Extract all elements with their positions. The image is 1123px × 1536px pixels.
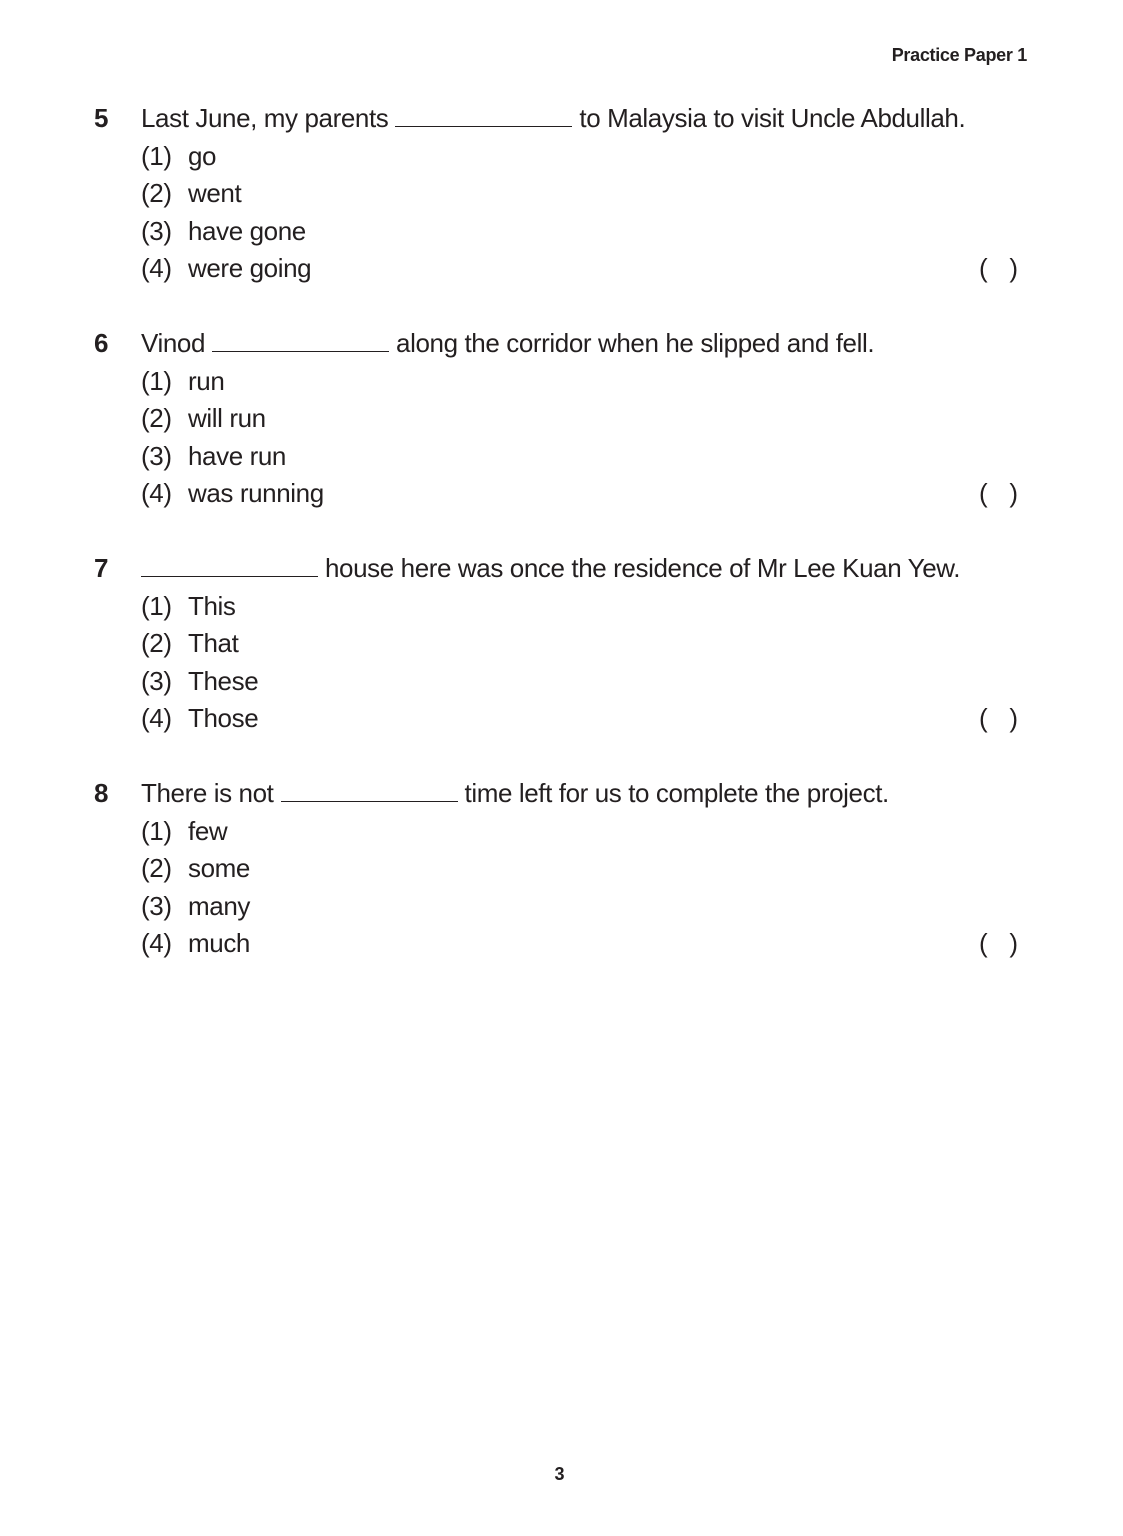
stem-before-blank: Last June, my parents: [141, 103, 389, 133]
question-text: [141, 776, 889, 810]
option-text: went: [188, 178, 242, 208]
option-1[interactable]: [141, 589, 236, 623]
option-1[interactable]: [141, 139, 216, 173]
option-2[interactable]: [141, 626, 238, 660]
answer-blank: [395, 104, 572, 127]
option-text: were going: [188, 253, 312, 283]
question-number: 6: [94, 328, 109, 358]
answer-bracket[interactable]: ( ): [979, 478, 1018, 508]
option-3[interactable]: [141, 889, 250, 923]
question-number: 5: [94, 103, 109, 133]
option-text: have gone: [188, 215, 306, 246]
option-1[interactable]: [141, 364, 224, 398]
answer-blank: [212, 329, 389, 352]
option-3[interactable]: [141, 664, 258, 698]
option-2[interactable]: [141, 401, 266, 435]
stem-before-blank: Vinod: [141, 328, 206, 358]
option-text: few: [188, 815, 228, 846]
option-text: will run: [188, 403, 266, 433]
option-2[interactable]: [141, 176, 241, 210]
option-text: was running: [188, 478, 324, 508]
option-4[interactable]: [141, 926, 250, 960]
answer-bracket[interactable]: ( ): [979, 253, 1018, 283]
option-text: run: [188, 365, 225, 396]
option-label: (1): [141, 590, 172, 621]
option-4[interactable]: [141, 251, 311, 285]
option-text: Those: [188, 703, 259, 733]
option-label: (1): [141, 815, 172, 846]
option-text: much: [188, 928, 250, 958]
option-text: go: [188, 140, 217, 171]
option-4[interactable]: [141, 701, 258, 735]
option-text: That: [188, 628, 239, 658]
option-3[interactable]: [141, 439, 286, 473]
answer-bracket[interactable]: ( ): [979, 928, 1018, 958]
option-text: some: [188, 853, 250, 883]
paper-title: Practice Paper 1: [891, 45, 1027, 65]
option-label: (2): [141, 178, 172, 208]
option-text: These: [188, 665, 259, 696]
answer-blank: [141, 554, 318, 577]
option-label: (4): [141, 928, 172, 958]
option-label: (2): [141, 628, 172, 658]
option-1[interactable]: [141, 814, 227, 848]
option-label: (4): [141, 703, 172, 733]
option-label: (3): [141, 665, 172, 696]
question-text: [141, 326, 874, 360]
option-4[interactable]: [141, 476, 324, 510]
page-number: 3: [554, 1464, 565, 1484]
option-label: (3): [141, 215, 172, 246]
stem-after-blank: house here was once the residence of Mr Lee Kuan Yew.: [325, 553, 961, 583]
option-label: (3): [141, 890, 172, 921]
question-text: [141, 101, 965, 135]
answer-blank: [281, 779, 458, 802]
stem-after-blank: time left for us to complete the project.: [464, 778, 889, 808]
question-text: [141, 551, 960, 585]
answer-bracket[interactable]: ( ): [979, 703, 1018, 733]
question-number: 7: [94, 553, 109, 583]
option-label: (1): [141, 365, 172, 396]
option-3[interactable]: [141, 214, 306, 248]
option-text: many: [188, 890, 250, 921]
option-label: (3): [141, 440, 172, 471]
option-text: have run: [188, 440, 286, 471]
stem-before-blank: There is not: [141, 778, 274, 808]
question-number: 8: [94, 778, 109, 808]
stem-after-blank: to Malaysia to visit Uncle Abdullah.: [579, 103, 966, 133]
option-2[interactable]: [141, 851, 250, 885]
option-label: (2): [141, 403, 172, 433]
stem-after-blank: along the corridor when he slipped and fell.: [396, 328, 875, 358]
option-label: (4): [141, 253, 172, 283]
option-label: (4): [141, 478, 172, 508]
option-text: This: [188, 590, 236, 621]
option-label: (1): [141, 140, 172, 171]
option-label: (2): [141, 853, 172, 883]
